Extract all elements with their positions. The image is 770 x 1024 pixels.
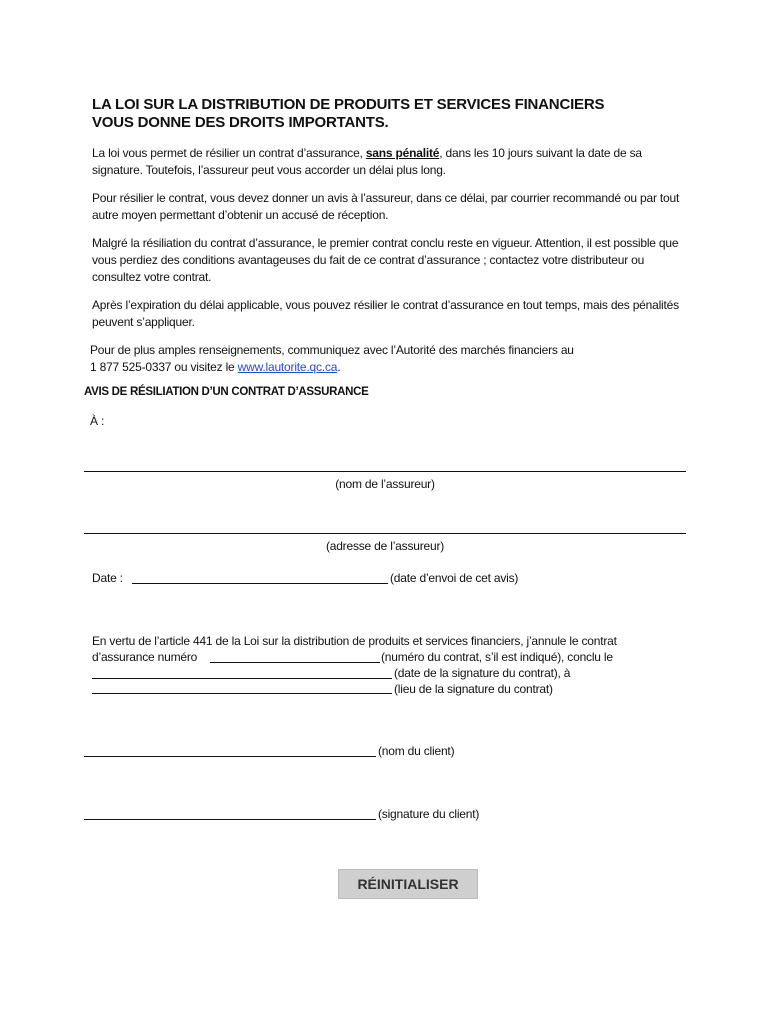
client-name-caption: (nom du client) <box>378 744 455 758</box>
page-title <box>92 96 712 132</box>
insurer-address-caption: (adresse de l’assureur) <box>325 539 445 553</box>
client-signature-input[interactable] <box>84 803 376 819</box>
intro-paragraph-1: La loi vous permet de résilier un contrat d’assurance, sans pénalité, dans les 10 jours suivant la date de sa signature. Toutefois, l’assureur peut vous accorder un délai plus long. <box>92 146 642 177</box>
to-label: À : <box>90 414 105 428</box>
insurer-address-line <box>84 533 686 534</box>
insurer-address-input[interactable] <box>84 514 684 532</box>
title-line-1: LA LOI SUR LA DISTRIBUTION DE PRODUITS ET SERVICES FINANCIERS <box>92 96 605 113</box>
notice-section-title: AVIS DE RÉSILIATION D’UN CONTRAT D’ASSURANCE <box>84 386 369 398</box>
intro-paragraph-4: Après l’expiration du délai applicable, vous pouvez résilier le contrat d’assurance en tout temps, mais des pénalités peuvent s’appliquer. <box>92 298 679 329</box>
client-signature-caption: (signature du client) <box>378 807 480 821</box>
date-label: Date : <box>92 571 123 585</box>
notice-date-line <box>132 583 388 584</box>
contract-number-label: d’assurance numéro <box>92 650 198 664</box>
intro-paragraph-5: Pour de plus amples renseignements, communiquez avec l’Autorité des marchés financiers au 1 877 525-0337 ou visitez le www.lautorite.qc.ca. <box>90 343 574 374</box>
intro-paragraph-2: Pour résilier le contrat, vous devez donner un avis à l’assureur, dans ce délai, par courrier recommandé ou par tout autre moyen permettant d’obtenir un accusé de réception. <box>92 191 680 222</box>
insurer-name-line <box>84 471 686 472</box>
signature-place-line <box>92 693 392 694</box>
signature-place-input[interactable] <box>92 678 392 693</box>
intro-paragraph-3: Malgré la résiliation du contrat d’assurance, le premier contrat conclu reste en vigueur. Attention, il est possible que vous perdiez des conditions avantageuses du fait de ce contrat d’assurance ; contactez votre distributeur ou consultez votre contrat. <box>92 236 679 284</box>
signature-date-caption: (date de la signature du contrat), à <box>394 666 571 680</box>
article-line-1: En vertu de l’article 441 de la Loi sur la distribution de produits et services financiers, j’annule le contrat <box>92 634 617 648</box>
notice-date-input[interactable] <box>132 567 388 583</box>
title-line-2: VOUS DONNE DES DROITS IMPORTANTS. <box>92 114 389 131</box>
client-name-line <box>84 756 376 757</box>
no-penalty-emphasis: sans pénalité <box>365 146 440 160</box>
signature-date-input[interactable] <box>92 663 392 678</box>
client-name-input[interactable] <box>84 740 376 756</box>
contract-number-caption: (numéro du contrat, s’il est indiqué), conclu le <box>381 650 613 664</box>
client-signature-line <box>84 819 376 820</box>
insurer-name-caption: (nom de l’assureur) <box>335 477 435 491</box>
contract-number-input[interactable] <box>210 647 380 662</box>
notice-date-caption: (date d’envoi de cet avis) <box>390 571 519 585</box>
reset-button[interactable]: RÉINITIALISER <box>338 869 478 899</box>
amf-website-link[interactable]: www.lautorite.qc.ca <box>237 360 338 374</box>
insurer-name-input[interactable] <box>84 452 684 470</box>
signature-place-caption: (lieu de la signature du contrat) <box>394 682 553 696</box>
